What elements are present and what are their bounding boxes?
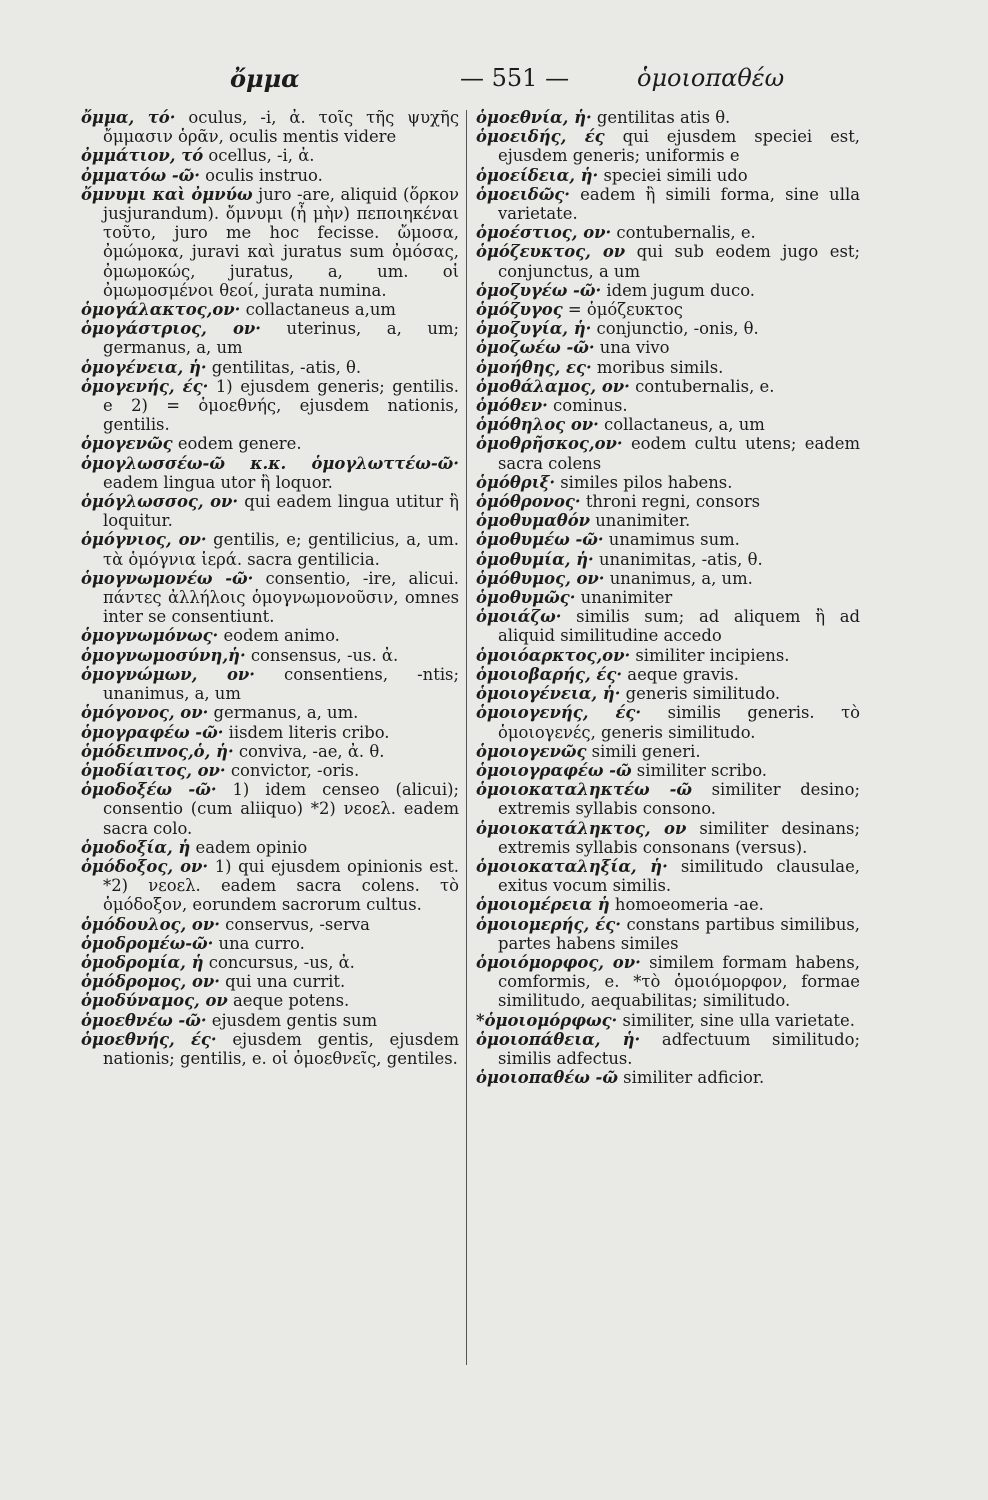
entry-gloss: germanus, a, um. xyxy=(208,703,359,723)
dictionary-entry xyxy=(476,819,860,857)
dictionary-entry xyxy=(476,1030,860,1068)
dictionary-entry xyxy=(476,530,860,549)
entry-lemma: ὁμοδρομία, ἡ xyxy=(81,952,204,972)
entry-gloss: similis sum; ad aliquem ἢ ad aliquid similitudine accedo xyxy=(498,607,860,646)
entry-lemma: ὁμοιοπάθεια, ἡ· xyxy=(476,1029,641,1049)
dictionary-entry xyxy=(476,473,860,492)
entry-gloss: ejusdem gentis sum xyxy=(206,1010,378,1030)
entry-gloss: eodem genere. xyxy=(172,434,302,454)
entry-lemma: ὁμόδουλος, ον· xyxy=(81,914,220,934)
dictionary-entry xyxy=(81,646,459,665)
entry-lemma: ὁμοιόαρκτος,ον· xyxy=(476,645,631,665)
entry-lemma: ὁμοέστιος, ον· xyxy=(476,223,612,243)
entry-lemma: ὁμόθυμος, ον· xyxy=(476,568,605,588)
dictionary-entry xyxy=(476,434,860,472)
entry-lemma: ὁμογενῶς xyxy=(81,434,173,454)
entry-lemma: ὁμογένεια, ἡ· xyxy=(81,357,207,377)
dictionary-entry xyxy=(476,511,860,530)
entry-lemma: ὁμοιοπαθέω -ῶ xyxy=(476,1068,618,1088)
entry-lemma: ὁμόγλωσσος, ον· xyxy=(81,492,239,512)
entry-gloss: = ὁμόζευκτος xyxy=(562,300,683,320)
dictionary-entry xyxy=(81,492,459,530)
entry-gloss: juro -are, aliquid (ὅρκον jusjurandum). ὄμνυμι (ἦ μὴν) πεποιηκέναι τοῦτο, juro me hoc fecisse. ὤμοσα, ὀμώμοκα, juravi καὶ juratus sum ὀμόσας, ὀμωμοκώς, juratus, a, um. οἱ ὀμωμοσμένοι θεοί, jurata numina. xyxy=(103,184,459,300)
entry-gloss: gentilitas atis θ. xyxy=(591,108,731,127)
entry-gloss: moribus simils. xyxy=(591,357,724,377)
dictionary-entry xyxy=(476,665,860,684)
entry-gloss: 1) qui ejusdem opinionis est. *2) νεοελ. eadem sacra colens. τὸ ὁμόδοξον, eorundem sacrorum cultus. xyxy=(103,856,459,915)
entry-gloss: consentio, -ire, alicui. πάντες ἀλλήλοις ὁμογνωμονοῦσιν, omnes inter se consentiunt. xyxy=(103,568,459,627)
dictionary-entry xyxy=(476,607,860,645)
dictionary-entry xyxy=(476,338,860,357)
entry-gloss: qui ejusdem speciei est, ejusdem generis; uniformis e xyxy=(498,127,860,166)
dictionary-entry xyxy=(476,396,860,415)
right-column xyxy=(476,108,860,1378)
entry-gloss: constans partibus similibus, partes habens similes xyxy=(498,914,860,953)
entry-lemma: ὁμοδίαιτος, ον· xyxy=(81,760,226,780)
dictionary-entry xyxy=(476,1068,860,1087)
entry-lemma: ὁμόγονος, ον· xyxy=(81,703,209,723)
dictionary-entry xyxy=(81,915,459,934)
entry-lemma: ὁμοιομέρεια ἡ xyxy=(476,895,610,915)
dictionary-entry xyxy=(476,166,860,185)
entry-lemma: ὁμόδειπνος,ὁ, ἡ· xyxy=(81,741,234,761)
entry-gloss: unanimus, a, um. xyxy=(604,568,753,588)
entry-lemma: ὁμοδοξέω -ῶ· xyxy=(81,780,217,800)
entry-gloss: consentiens, -ntis; unanimus, a, um xyxy=(103,664,459,704)
page-header xyxy=(90,64,970,104)
entry-lemma: ὁμοιοκαταληξία, ἡ· xyxy=(476,856,668,876)
dictionary-entry xyxy=(81,972,459,991)
dictionary-entry xyxy=(476,242,860,280)
entry-lemma: ὀμματόω -ῶ· xyxy=(81,165,200,185)
entry-lemma: ὁμόθεν· xyxy=(476,396,548,416)
entry-lemma: ὁμοθρῆσκος,ον· xyxy=(476,434,623,454)
entry-lemma: ὁμοδύναμος, ον xyxy=(81,991,228,1011)
entry-gloss: similiter incipiens. xyxy=(630,645,790,665)
dictionary-entry xyxy=(81,838,459,857)
entry-lemma: ὁμοζυγέω -ῶ· xyxy=(476,280,602,300)
entry-lemma: ὄμνυμι καὶ ὀμνύω xyxy=(81,184,253,204)
entry-gloss: oculis instruo. xyxy=(199,165,323,185)
dictionary-entry xyxy=(476,377,860,396)
entry-lemma: *ὁμοιομόρφως· xyxy=(476,1010,618,1030)
entry-lemma: ὁμογάστριος, ον· xyxy=(81,319,261,339)
entry-lemma: ὁμοθυμῶς· xyxy=(476,588,576,608)
dictionary-entry xyxy=(81,166,459,185)
dictionary-entry xyxy=(81,377,459,435)
dictionary-entry xyxy=(81,953,459,972)
entry-lemma: ὁμόζυγος xyxy=(476,300,563,320)
dictionary-entry xyxy=(81,626,459,645)
entry-gloss: idem jugum duco. xyxy=(601,280,756,300)
column-divider xyxy=(466,110,467,1365)
entry-gloss: homoeomeria -ae. xyxy=(609,895,764,915)
dictionary-entry xyxy=(476,319,860,338)
entry-lemma: ὁμογάλακτος,ον· xyxy=(81,300,241,320)
dictionary-entry xyxy=(476,492,860,511)
dictionary-entry xyxy=(81,300,459,319)
entry-gloss: collactaneus a,um xyxy=(240,300,396,320)
entry-gloss: eadem opinio xyxy=(190,837,308,857)
entry-gloss: adfectuum similitudo; similis adfectus. xyxy=(498,1029,860,1068)
entry-gloss: eadem lingua utor ἢ loquor. xyxy=(103,472,333,492)
entry-gloss: uterinus, a, um; germanus, a, um xyxy=(103,319,459,358)
dictionary-entry xyxy=(476,185,860,223)
entry-lemma: ὁμόδοξος, ον· xyxy=(81,856,209,876)
entry-gloss: una vivo xyxy=(594,338,670,358)
dictionary-entry xyxy=(476,703,860,741)
entry-gloss: similem formam habens, comformis, e. *τὸ ὁμοιόμορφον, formae similitudo, aequabilitas; similitudo. xyxy=(498,952,860,1011)
dictionary-entry xyxy=(81,723,459,742)
entry-gloss: convictor, -oris. xyxy=(225,760,360,780)
entry-gloss: qui una currit. xyxy=(219,972,346,992)
entry-gloss: unanimiter xyxy=(575,588,673,608)
entry-lemma: ὁμοιογενής, ές· xyxy=(476,703,642,723)
dictionary-entry xyxy=(476,223,860,242)
entry-lemma: ὁμοιοκατάληκτος, ον xyxy=(476,818,687,838)
entry-lemma: ὁμόθριξ· xyxy=(476,472,556,492)
entry-lemma: ὁμοεθνία, ἡ· xyxy=(476,108,592,127)
entry-gloss: similiter scribo. xyxy=(631,760,767,780)
dictionary-entry xyxy=(81,319,459,357)
dictionary-entry xyxy=(81,991,459,1010)
dictionary-entry xyxy=(476,780,860,818)
dictionary-entry xyxy=(476,300,860,319)
entry-lemma: ὁμοιομερής, ές· xyxy=(476,914,621,934)
entry-gloss: aeque gravis. xyxy=(622,664,739,684)
entry-lemma: ὁμοιογραφέω -ῶ xyxy=(476,760,632,780)
dictionary-entry xyxy=(81,358,459,377)
dictionary-entry xyxy=(81,146,459,165)
entry-gloss: cominus. xyxy=(547,396,628,416)
entry-gloss: similiter adficior. xyxy=(617,1068,765,1088)
left-column xyxy=(81,108,459,1378)
entry-lemma: ὁμοήθης, ες· xyxy=(476,357,592,377)
entry-gloss: similes pilos habens. xyxy=(555,472,733,492)
dictionary-entry xyxy=(476,358,860,377)
dictionary-entry xyxy=(81,665,459,703)
dictionary-entry xyxy=(81,108,459,146)
dictionary-entry xyxy=(81,857,459,915)
dictionary-entry xyxy=(476,108,860,127)
dictionary-entry xyxy=(476,550,860,569)
entry-lemma: ὁμοθυμέω -ῶ· xyxy=(476,530,604,550)
entry-lemma: ὁμοιόμορφος, ον· xyxy=(476,952,641,972)
dictionary-entry xyxy=(476,915,860,953)
entry-lemma: ὁμοζυγία, ἡ· xyxy=(476,319,592,339)
entry-gloss: similiter desino; extremis syllabis consono. xyxy=(498,780,860,819)
entry-lemma: ὁμοζωέω -ῶ· xyxy=(476,338,595,358)
dictionary-entry xyxy=(476,761,860,780)
entry-gloss: qui eadem lingua utitur ἢ loquitur. xyxy=(103,492,459,531)
entry-gloss: similiter, sine ulla varietate. xyxy=(617,1010,855,1030)
entry-gloss: gentilis, e; gentilicius, a, um. τὰ ὁμόγνια ἱερά. sacra gentilicia. xyxy=(103,530,459,569)
entry-lemma: ὁμογνώμων, ον· xyxy=(81,664,255,684)
dictionary-entry xyxy=(81,703,459,722)
entry-lemma: ὀμμάτιον, τό xyxy=(81,146,204,166)
entry-lemma: ὁμοειδής, ές xyxy=(476,127,605,147)
entry-gloss: contubernalis, e. xyxy=(611,223,756,243)
dictionary-entry xyxy=(476,895,860,914)
dictionary-entry xyxy=(476,415,860,434)
entry-gloss: collactaneus, a, um xyxy=(598,415,765,435)
entry-gloss: speciei simili udo xyxy=(598,165,748,185)
dictionary-entry xyxy=(81,934,459,953)
entry-gloss: similis generis. τὸ ὁμοιογενές, generis similitudo. xyxy=(498,703,860,742)
dictionary-entry xyxy=(476,646,860,665)
header-right-guideword: ὁμοιοπαθέω xyxy=(637,64,785,92)
entry-lemma: ὁμόδρομος, ον· xyxy=(81,972,220,992)
entry-gloss: conservus, -serva xyxy=(219,914,370,934)
entry-gloss: eodem cultu utens; eadem sacra colens xyxy=(498,434,860,473)
entry-gloss: consensus, -us. ἀ. xyxy=(245,645,399,665)
entry-gloss: gentilitas, -atis, θ. xyxy=(206,357,362,377)
entry-lemma: ὁμογνωμόνως· xyxy=(81,626,219,646)
entry-lemma: ὁμογλωσσέω-ῶ κ.κ. ὁμογλωττέω-ῶ· xyxy=(81,453,459,473)
dictionary-entry xyxy=(476,1011,860,1030)
entry-gloss: similiter desinans; extremis syllabis consonans (versus). xyxy=(498,818,860,857)
entry-gloss: conjunctio, -onis, θ. xyxy=(591,319,759,339)
dictionary-entry xyxy=(81,530,459,568)
entry-lemma: ὁμοιοκαταληκτέω -ῶ xyxy=(476,780,693,800)
entry-lemma: ὁμόγνιος, ον· xyxy=(81,530,207,550)
entry-lemma: ὄμμα, τό· xyxy=(81,108,176,127)
entry-lemma: ὁμόζευκτος, ον xyxy=(476,242,626,262)
entry-gloss: conviva, -ae, ἀ. θ. xyxy=(233,741,385,761)
dictionary-entry xyxy=(81,761,459,780)
dictionary-entry xyxy=(81,1030,459,1068)
page-number: — 551 — xyxy=(460,64,570,92)
dictionary-entry xyxy=(476,127,860,165)
entry-lemma: ὁμοθυμαθόν xyxy=(476,511,591,531)
entry-gloss: 1) idem censeo (alicui); consentio (cum aliiquo) *2) νεοελ. eadem sacra colo. xyxy=(103,780,459,838)
entry-lemma: ὁμοδοξία, ἡ xyxy=(81,837,191,857)
entry-gloss: ejusdem gentis, ejusdem nationis; gentilis, e. οἱ ὁμοεθνεῖς, gentiles. xyxy=(103,1029,459,1068)
entry-gloss: simili generi. xyxy=(586,741,701,761)
entry-gloss: contubernalis, e. xyxy=(629,376,775,396)
dictionary-entry xyxy=(81,742,459,761)
dictionary-entry xyxy=(476,569,860,588)
entry-lemma: ὁμοθάλαμος, ον· xyxy=(476,376,630,396)
entry-lemma: ὁμοεθνής, ές· xyxy=(81,1029,217,1049)
entry-lemma: ὁμογνωμοσύνη,ἡ· xyxy=(81,645,246,665)
dictionary-entry xyxy=(81,434,459,453)
entry-gloss: eodem animo. xyxy=(218,626,340,646)
entry-gloss: una curro. xyxy=(213,933,305,953)
entry-gloss: similitudo clausulae, exitus vocum similis. xyxy=(498,856,860,896)
entry-lemma: ὁμογνωμονέω -ῶ· xyxy=(81,568,254,588)
entry-gloss: aeque potens. xyxy=(227,991,350,1011)
entry-gloss: concursus, -us, ἀ. xyxy=(203,952,355,972)
dictionary-entry xyxy=(476,953,860,1011)
entry-lemma: ὁμοειδῶς· xyxy=(476,184,570,204)
dictionary-entry xyxy=(81,454,459,492)
dictionary-entry xyxy=(476,742,860,761)
entry-gloss: qui sub eodem jugo est; conjunctus, a um xyxy=(498,242,860,281)
entry-gloss: throni regni, consors xyxy=(580,492,761,512)
dictionary-entry xyxy=(81,185,459,300)
entry-lemma: ὁμοιάζω· xyxy=(476,607,562,627)
entry-lemma: ὁμοείδεια, ἡ· xyxy=(476,165,599,185)
dictionary-entry xyxy=(476,281,860,300)
entry-gloss: iisdem literis cribo. xyxy=(223,722,390,742)
entry-lemma: ὁμοεθνέω -ῶ· xyxy=(81,1010,207,1030)
entry-gloss: oculus, -i, ἀ. τοῖς τῆς ψυχῆς ὄμμασιν ὁρᾶν, oculis mentis videre xyxy=(103,108,459,147)
dictionary-entry xyxy=(81,569,459,627)
dictionary-entry xyxy=(476,684,860,703)
entry-lemma: ὁμόθηλος ον· xyxy=(476,415,599,435)
dictionary-entry xyxy=(81,780,459,838)
entry-gloss: eadem ἢ simili forma, sine ulla varietate. xyxy=(498,184,860,224)
entry-gloss: unamimus sum. xyxy=(603,530,740,550)
entry-lemma: ὁμογραφέω -ῶ· xyxy=(81,722,224,742)
entry-lemma: ὁμοιοβαρής, ές· xyxy=(476,664,623,684)
entry-lemma: ὁμοιογένεια, ἡ· xyxy=(476,684,621,704)
entry-gloss: 1) ejusdem generis; gentilis. e 2) = ὁμοεθνής, ejusdem nationis, gentilis. xyxy=(103,376,459,435)
dictionary-entry xyxy=(81,1011,459,1030)
entry-lemma: ὁμόθρονος· xyxy=(476,492,581,512)
entry-lemma: ὁμοδρομέω-ῶ· xyxy=(81,933,214,953)
entry-gloss: unanimitas, -atis, θ. xyxy=(593,549,763,569)
dictionary-entry xyxy=(476,588,860,607)
entry-lemma: ὁμοιογενῶς xyxy=(476,741,587,761)
entry-lemma: ὁμοθυμία, ἡ· xyxy=(476,549,594,569)
entry-gloss: unanimiter. xyxy=(590,511,691,531)
entry-gloss: generis similitudo. xyxy=(620,684,781,704)
entry-gloss: ocellus, -i, ἀ. xyxy=(203,146,315,166)
dictionary-entry xyxy=(476,857,860,895)
header-left-guideword: ὄμμα xyxy=(230,64,300,93)
entry-lemma: ὁμογενής, ές· xyxy=(81,376,209,396)
